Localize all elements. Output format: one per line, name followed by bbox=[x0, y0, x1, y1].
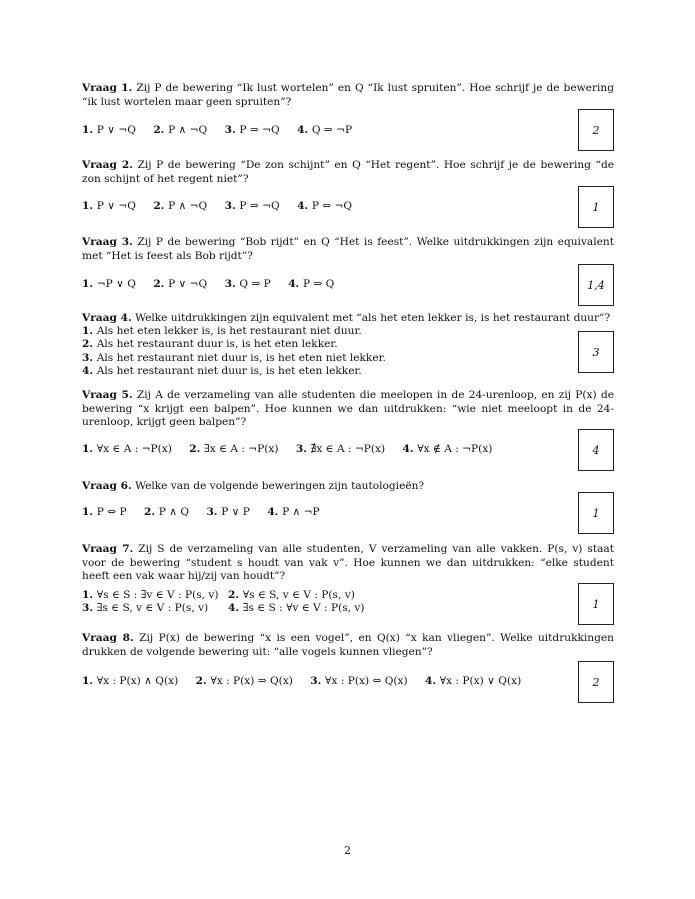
question-label: Vraag 4. bbox=[82, 312, 132, 324]
answer-box-6[interactable] bbox=[578, 492, 614, 534]
question-7 bbox=[82, 543, 614, 584]
option-4: 4. P ⇔ ¬Q bbox=[297, 200, 353, 212]
option-2: 2. P ∨ ¬Q bbox=[153, 278, 208, 290]
answer-value: 1 bbox=[592, 597, 600, 611]
question-3 bbox=[82, 236, 614, 263]
options-5 bbox=[82, 443, 506, 455]
question-label: Vraag 8. bbox=[82, 632, 134, 644]
option-4: 4. P ∧ ¬P bbox=[267, 506, 320, 518]
option-2: 2. P ∧ Q bbox=[144, 506, 190, 518]
option-3: 3. P ⇒ ¬Q bbox=[224, 200, 280, 212]
question-label: Vraag 7. bbox=[82, 543, 134, 555]
option-4: 4. Q ⇒ ¬P bbox=[297, 124, 353, 136]
answer-value: 4 bbox=[592, 443, 600, 457]
answer-box-1[interactable] bbox=[578, 109, 614, 151]
question-5 bbox=[82, 389, 614, 430]
option-2: 2. ∀x : P(x) ⇒ Q(x) bbox=[195, 675, 293, 687]
answer-value: 1 bbox=[592, 506, 600, 520]
option-4: 4. ∀x ∉ A : ¬P(x) bbox=[402, 443, 493, 455]
question-2 bbox=[82, 159, 614, 186]
option-3: 3. ∃s ∈ S, v ∈ V : P(s, v) bbox=[82, 602, 209, 615]
option-4: 4. ∃s ∈ S : ∀v ∈ V : P(s, v) bbox=[228, 602, 365, 615]
question-text: Zij P de bewering “De zon schijnt” en Q “Het regent”. Hoe schrijf je de bewering “de zon schijnt of het regent niet”? bbox=[82, 159, 614, 185]
question-text: Zij P de bewering “Ik lust wortelen” en Q “Ik lust spruiten”. Hoe schrijf je de bewering “ik lust wortelen maar geen spruiten”? bbox=[82, 82, 615, 108]
option-4: 4. ∀x : P(x) ∨ Q(x) bbox=[425, 675, 522, 687]
question-text: Zij A de verzameling van alle studenten die meelopen in de 24-urenloop, en zij P(x) de bewering “x krijgt een balpen”. Hoe kunnen we dan uitdrukken: “wie niet meeloopt in de 24-urenloop, krijgt geen balpen”? bbox=[82, 389, 614, 429]
option-3: 3. Q ⇒ P bbox=[224, 278, 271, 290]
options-3 bbox=[82, 278, 348, 290]
option-1: 1. ∀x : P(x) ∧ Q(x) bbox=[82, 675, 179, 687]
option-2: 2. Als het restaurant duur is, is het eten lekker. bbox=[82, 338, 338, 351]
option-1: 1. ¬P ∨ Q bbox=[82, 278, 136, 290]
question-4 bbox=[82, 312, 614, 326]
question-text: Zij P de bewering “Bob rijdt” en Q “Het is feest”. Welke uitdrukkingen zijn equivalent met “Het is feest als Bob rijdt”? bbox=[82, 236, 614, 262]
question-label: Vraag 3. bbox=[82, 236, 133, 248]
options-6 bbox=[82, 506, 334, 518]
question-8 bbox=[82, 632, 614, 659]
question-label: Vraag 1. bbox=[82, 82, 133, 94]
option-1: 1. ∀s ∈ S : ∃v ∈ V : P(s, v) bbox=[82, 589, 219, 601]
option-3: 3. P ∨ P bbox=[206, 506, 250, 518]
option-2: 2. P ∧ ¬Q bbox=[153, 124, 208, 136]
page-number: 2 bbox=[344, 844, 351, 857]
option-1: 1. P ⇔ P bbox=[82, 506, 127, 518]
option-1: 1. ∀x ∈ A : ¬P(x) bbox=[82, 443, 172, 455]
question-label: Vraag 5. bbox=[82, 389, 133, 401]
option-2: 2. ∀s ∈ S, v ∈ V : P(s, v) bbox=[228, 589, 355, 601]
option-3: 3. Als het restaurant niet duur is, is het eten niet lekker. bbox=[82, 351, 386, 364]
option-4: 4. P ⇒ Q bbox=[288, 278, 335, 290]
question-text: Zij S de verzameling van alle studenten, V verzameling van alle vakken. P(s, v) staat voor de bewering “student s houdt van vak v”. Hoe kunnen we dan uitdrukken: “elke student heeft een vak waar hij/zij van houdt”? bbox=[82, 543, 614, 583]
question-label: Vraag 2. bbox=[82, 159, 133, 171]
options-1 bbox=[82, 124, 366, 136]
option-2: 2. ∃x ∈ A : ¬P(x) bbox=[189, 443, 279, 455]
question-1 bbox=[82, 82, 614, 109]
options-7 bbox=[82, 589, 365, 616]
option-1: 1. P ∨ ¬Q bbox=[82, 124, 136, 136]
option-1: 1. Als het eten lekker is, is het restaurant niet duur. bbox=[82, 325, 362, 337]
option-3: 3. ∀x : P(x) ⇔ Q(x) bbox=[310, 675, 408, 687]
question-label: Vraag 6. bbox=[82, 480, 132, 492]
answer-box-2[interactable] bbox=[578, 186, 614, 228]
answer-value: 2 bbox=[592, 675, 600, 689]
answer-box-4[interactable] bbox=[578, 331, 614, 373]
question-6 bbox=[82, 480, 614, 494]
options-8 bbox=[82, 675, 535, 687]
answer-value: 3 bbox=[592, 345, 600, 359]
question-text: Zij P(x) de bewering “x is een vogel”, en Q(x) “x kan vliegen”. Welke uitdrukkingen drukken de volgende bewering uit: “alle vogels kunnen vliegen”? bbox=[82, 632, 615, 658]
option-3: 3. ∄x ∈ A : ¬P(x) bbox=[295, 443, 386, 455]
option-4: 4. Als het restaurant niet duur is, is het eten lekker. bbox=[82, 365, 362, 378]
answer-box-7[interactable] bbox=[578, 583, 614, 625]
options-4 bbox=[82, 325, 386, 379]
option-2: 2. P ∧ ¬Q bbox=[153, 200, 208, 212]
answer-box-3[interactable] bbox=[578, 264, 614, 306]
answer-value: 2 bbox=[592, 123, 600, 137]
question-text: Welke van de volgende beweringen zijn tautologieën? bbox=[135, 480, 425, 492]
answer-box-5[interactable] bbox=[578, 429, 614, 471]
question-text: Welke uitdrukkingen zijn equivalent met “als het eten lekker is, is het restaurant duur”? bbox=[135, 312, 611, 324]
answer-value: 1,4 bbox=[587, 278, 605, 292]
answer-value: 1 bbox=[592, 200, 600, 214]
answer-box-8[interactable] bbox=[578, 661, 614, 703]
options-2 bbox=[82, 200, 366, 212]
option-1: 1. P ∨ ¬Q bbox=[82, 200, 136, 212]
option-3: 3. P ⇒ ¬Q bbox=[224, 124, 280, 136]
